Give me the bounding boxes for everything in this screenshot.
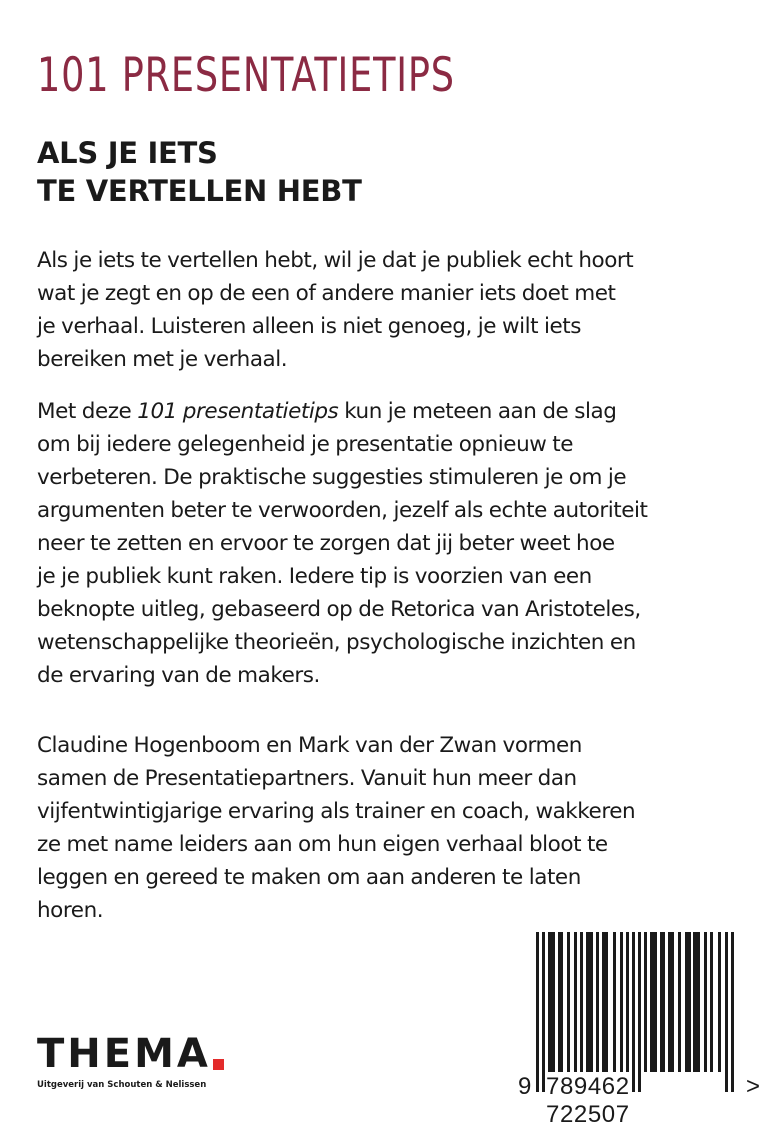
text-segment: Met deze bbox=[37, 399, 138, 424]
text-line: leggen en gereed te maken om aan anderen te laten bbox=[37, 865, 581, 890]
isbn-number: 789462 722507 bbox=[546, 1073, 630, 1128]
text-line: ze met name leiders aan om hun eigen verhaal bloot te bbox=[37, 832, 608, 857]
text-line: neer te zetten en ervoor te zorgen dat jij beter weet hoe bbox=[37, 531, 615, 556]
text-line: je je publiek kunt raken. Iedere tip is voorzien van een bbox=[37, 564, 592, 589]
isbn-first-digit: 9 bbox=[518, 1073, 532, 1100]
book-title-italic: 101 presentatietips bbox=[137, 399, 339, 424]
logo-square-icon bbox=[213, 1059, 224, 1070]
publisher-wordmark bbox=[37, 1031, 224, 1077]
series-title: 101 PRESENTATIETIPS bbox=[37, 48, 455, 103]
text-line bbox=[37, 395, 777, 428]
text-line: wetenschappelijke theorieën, psychologische inzichten en bbox=[37, 630, 636, 655]
subtitle-line-2: TE VERTELLEN HEBT bbox=[37, 174, 362, 208]
publisher-logo bbox=[37, 1031, 224, 1090]
text-line: Claudine Hogenboom en Mark van der Zwan vormen bbox=[37, 733, 582, 758]
publisher-tagline: Uitgeverij van Schouten & Nelissen bbox=[37, 1080, 207, 1090]
text-line: verbeteren. De praktische suggesties stimuleren je om je bbox=[37, 465, 627, 490]
text-line: beknopte uitleg, gebaseerd op de Retorica van Aristoteles, bbox=[37, 597, 641, 622]
text-segment: kun je meteen aan de slag bbox=[338, 399, 617, 424]
intro-paragraph bbox=[37, 244, 777, 376]
description-paragraph bbox=[37, 395, 777, 692]
text-line: bereiken met je verhaal. bbox=[37, 347, 288, 372]
isbn-barcode bbox=[536, 932, 736, 1092]
publisher-name: THEMA bbox=[37, 1031, 211, 1077]
text-line: argumenten beter te verwoorden, jezelf als echte autoriteit bbox=[37, 498, 648, 523]
text-line: vijfentwintigjarige ervaring als trainer en coach, wakkeren bbox=[37, 799, 636, 824]
authors-paragraph bbox=[37, 729, 777, 927]
text-line: horen. bbox=[37, 898, 104, 923]
text-line: wat je zegt en op de een of andere manier iets doet met bbox=[37, 281, 616, 306]
text-line: je verhaal. Luisteren alleen is niet genoeg, je wilt iets bbox=[37, 314, 582, 339]
text-line: Als je iets te vertellen hebt, wil je dat je publiek echt hoort bbox=[37, 248, 634, 273]
text-line: om bij iedere gelegenheid je presentatie opnieuw te bbox=[37, 432, 574, 457]
quiet-zone-arrow-icon: > bbox=[746, 1073, 761, 1100]
text-line: samen de Presentatiepartners. Vanuit hun meer dan bbox=[37, 766, 577, 791]
subtitle-line-1: ALS JE IETS bbox=[37, 136, 218, 170]
text-line: de ervaring van de makers. bbox=[37, 663, 320, 688]
book-subtitle bbox=[37, 134, 362, 210]
